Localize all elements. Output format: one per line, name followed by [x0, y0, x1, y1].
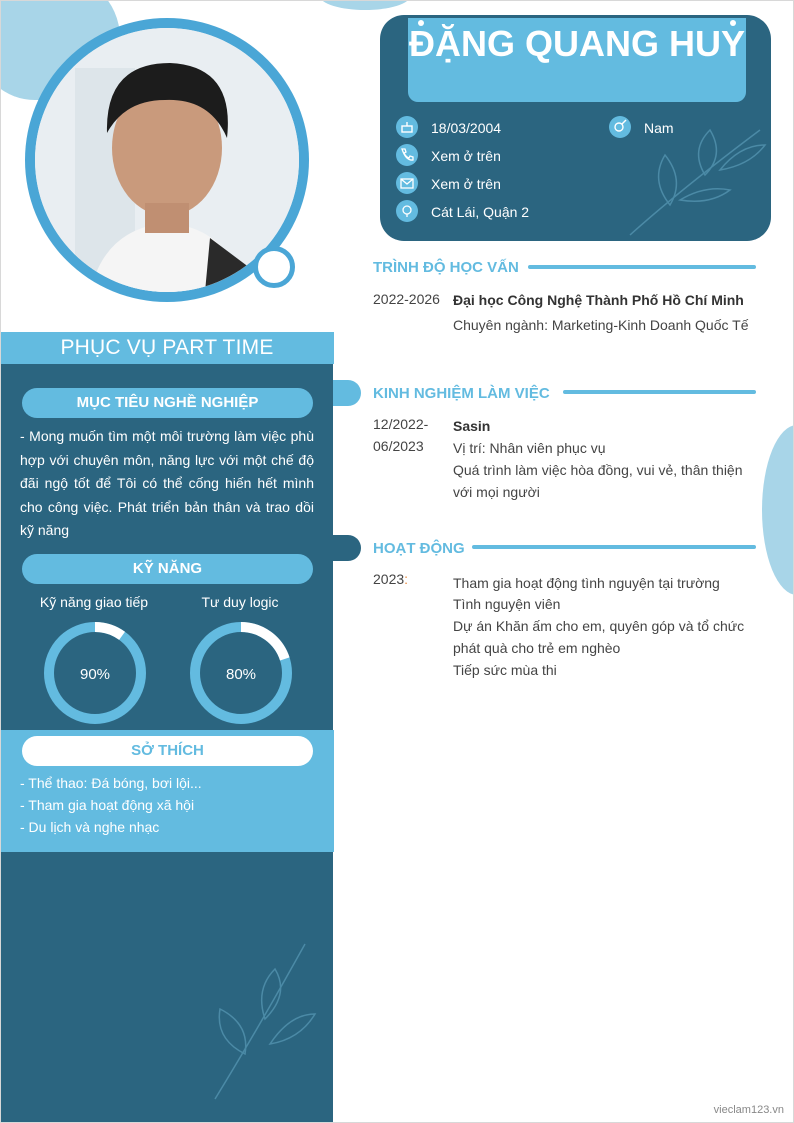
experience-period-end: 06/2023 [373, 438, 424, 454]
skill-ring-logic [189, 621, 293, 725]
objective-text: - Mong muốn tìm một môi trường làm việc phù hợp với chuyên môn, năng lực với một chế độ đãi ngộ tốt để Tôi có thể cống hiến hết mình cho công việc. Phát triển bản thân và trao dồi kỹ năng [20, 428, 314, 538]
birthdate: 18/03/2004 [431, 120, 502, 136]
education-period: 2022-2026 [373, 291, 440, 307]
experience-desc: Quá trình làm việc hòa đồng, vui vẻ, thân thiện [453, 462, 743, 478]
skill-ring-communication [43, 621, 147, 725]
activities-year-value: 2023 [373, 571, 405, 587]
decor-blob-top [320, 0, 410, 10]
activities-tab [333, 535, 361, 561]
avatar-badge [253, 246, 295, 288]
activity-line: Tiếp sức mùa thi [453, 662, 557, 678]
skill-percent-communication: 90% [79, 666, 111, 683]
phone-icon [396, 144, 418, 166]
hobby-item: - Thể thao: Đá bóng, bơi lội... [20, 775, 202, 791]
experience-desc-cont: với mọi người [453, 484, 540, 500]
education-heading: TRÌNH ĐỘ HỌC VẤN [373, 259, 519, 276]
experience-position: Vị trí: Nhân viên phục vụ [453, 440, 606, 456]
skill-name-communication: Kỹ năng giao tiếp [39, 594, 149, 610]
education-major: Chuyên ngành: Marketing-Kinh Doanh Quốc Tế [453, 317, 749, 333]
experience-tab [333, 380, 361, 406]
leaf-decor-icon [610, 110, 770, 240]
job-title: PHỤC VỤ PART TIME [0, 332, 334, 364]
hobby-item: - Tham gia hoạt động xã hội [20, 797, 195, 813]
activity-line: Tình nguyện viên [453, 596, 561, 612]
education-divider [528, 265, 756, 269]
leaf-decor-bottom-icon [195, 924, 325, 1104]
phone: Xem ở trên [431, 148, 501, 164]
experience-heading: KINH NGHIỆM LÀM VIỆC [373, 385, 550, 402]
gender-icon [609, 116, 631, 138]
objective-heading: MỤC TIÊU NGHỀ NGHIỆP [22, 388, 313, 418]
experience-period-start: 12/2022- [373, 416, 429, 432]
activity-line: Tham gia hoạt động tình nguyện tại trường [453, 575, 720, 591]
hobbies-heading: SỞ THÍCH [22, 736, 313, 766]
activities-year [373, 571, 408, 587]
skills-heading: KỸ NĂNG [22, 554, 313, 584]
decor-blob-right [762, 425, 794, 595]
skill-name-logic: Tư duy logic [201, 594, 279, 610]
location-icon [396, 200, 418, 222]
activities-divider [472, 545, 756, 549]
experience-divider [563, 390, 756, 394]
education-school: Đại học Công Nghệ Thành Phố Hồ Chí Minh [453, 292, 744, 308]
email: Xem ở trên [431, 176, 501, 192]
gender: Nam [644, 120, 674, 136]
candidate-name: ĐẶNG QUANG HUY [408, 23, 745, 64]
activity-line: Dự án Khăn ấm cho em, quyên góp và tổ chức [453, 618, 745, 634]
activities-year-colon: : [404, 571, 409, 587]
birthday-icon [396, 116, 418, 138]
skill-percent-logic: 80% [225, 666, 257, 683]
footer-brand: vieclam123.vn [713, 1104, 784, 1116]
address: Cát Lái, Quận 2 [431, 204, 530, 220]
avatar [25, 18, 309, 302]
hobby-item: - Du lịch và nghe nhạc [20, 819, 160, 835]
email-icon [396, 172, 418, 194]
experience-company: Sasin [453, 418, 491, 434]
activity-line: phát quà cho trẻ em nghèo [453, 640, 621, 656]
activities-heading: HOẠT ĐỘNG [373, 540, 465, 557]
